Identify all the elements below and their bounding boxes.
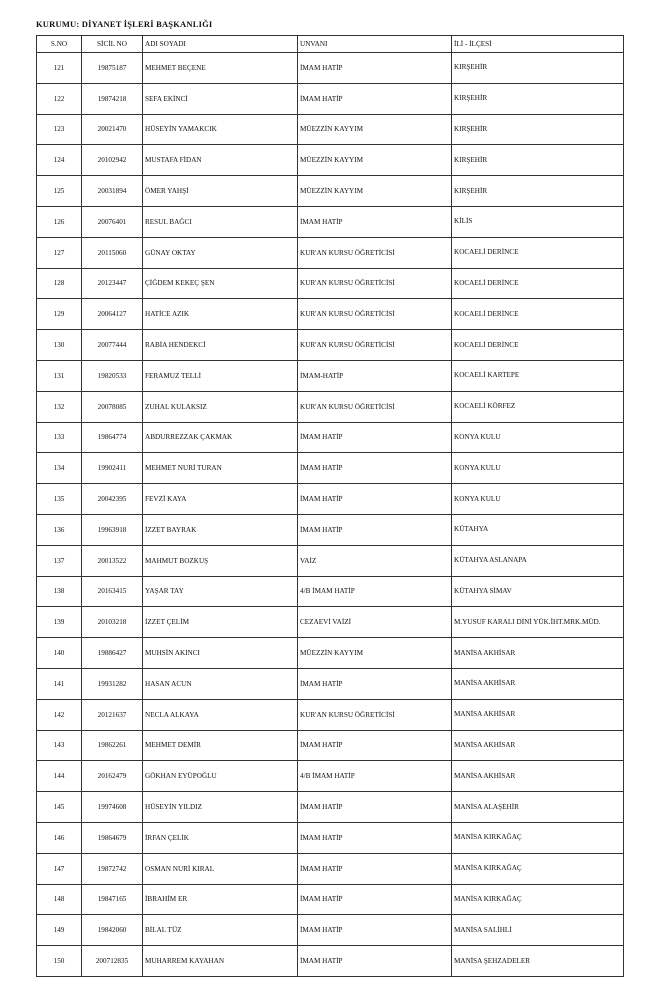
row-sicil-no: 19847165 bbox=[82, 884, 143, 915]
row-sicil-no: 20064127 bbox=[82, 299, 143, 330]
row-sno: 129 bbox=[37, 299, 82, 330]
row-sicil-no: 20121637 bbox=[82, 699, 143, 730]
row-location: MANİSA AKHİSAR bbox=[452, 699, 624, 730]
row-sicil-no: 20115060 bbox=[82, 237, 143, 268]
row-sicil-no: 19842060 bbox=[82, 915, 143, 946]
row-title: İMAM HATİP bbox=[298, 484, 452, 515]
row-name: FEVZİ KAYA bbox=[143, 484, 298, 515]
row-sno: 140 bbox=[37, 638, 82, 669]
row-sicil-no: 20021470 bbox=[82, 114, 143, 145]
row-title: İMAM-HATİP bbox=[298, 360, 452, 391]
row-name: İZZET ÇELİM bbox=[143, 607, 298, 638]
table-row bbox=[37, 299, 624, 330]
row-name: ZUHAL KULAKSIZ bbox=[143, 391, 298, 422]
table-row bbox=[37, 792, 624, 823]
table-row bbox=[37, 114, 624, 145]
row-sicil-no: 19862261 bbox=[82, 730, 143, 761]
row-sicil-no: 19820533 bbox=[82, 360, 143, 391]
row-location: KÜTAHYA ASLANAPA bbox=[452, 545, 624, 576]
row-location: KONYA KULU bbox=[452, 453, 624, 484]
table-row bbox=[37, 730, 624, 761]
row-sno: 122 bbox=[37, 83, 82, 114]
column-header-sno: S.NO bbox=[37, 36, 82, 53]
row-title: MÜEZZİN KAYYIM bbox=[298, 114, 452, 145]
row-location: KIRŞEHİR bbox=[452, 176, 624, 207]
row-title: İMAM HATİP bbox=[298, 53, 452, 84]
row-location: MANİSA AKHİSAR bbox=[452, 761, 624, 792]
row-name: ÇİĞDEM KEKEÇ ŞEN bbox=[143, 268, 298, 299]
table-row bbox=[37, 853, 624, 884]
row-sicil-no: 19974608 bbox=[82, 792, 143, 823]
row-sicil-no: 20042395 bbox=[82, 484, 143, 515]
row-title: İMAM HATİP bbox=[298, 884, 452, 915]
row-sno: 132 bbox=[37, 391, 82, 422]
row-name: RABİA HENDEKCİ bbox=[143, 330, 298, 361]
row-title: İMAM HATİP bbox=[298, 915, 452, 946]
row-location: KÜTAHYA SİMAV bbox=[452, 576, 624, 607]
row-sno: 142 bbox=[37, 699, 82, 730]
table-row bbox=[37, 145, 624, 176]
row-title: İMAM HATİP bbox=[298, 853, 452, 884]
row-location: KONYA KULU bbox=[452, 422, 624, 453]
row-title: İMAM HATİP bbox=[298, 453, 452, 484]
table-row bbox=[37, 514, 624, 545]
row-sicil-no: 200712835 bbox=[82, 946, 143, 977]
row-sicil-no: 19874218 bbox=[82, 83, 143, 114]
row-location: KOCAELİ DERİNCE bbox=[452, 237, 624, 268]
row-name: GÖKHAN EYÜPOĞLU bbox=[143, 761, 298, 792]
table-row bbox=[37, 761, 624, 792]
row-sicil-no: 20013522 bbox=[82, 545, 143, 576]
column-header-location: İLİ - İLÇESİ bbox=[452, 36, 624, 53]
row-sicil-no: 20102942 bbox=[82, 145, 143, 176]
row-location: KOCAELİ DERİNCE bbox=[452, 268, 624, 299]
row-sno: 138 bbox=[37, 576, 82, 607]
table-row bbox=[37, 422, 624, 453]
table-row bbox=[37, 360, 624, 391]
row-name: MEHMET NURİ TURAN bbox=[143, 453, 298, 484]
row-sicil-no: 20077444 bbox=[82, 330, 143, 361]
row-sno: 137 bbox=[37, 545, 82, 576]
row-sicil-no: 19931282 bbox=[82, 668, 143, 699]
row-sicil-no: 19864679 bbox=[82, 822, 143, 853]
row-location: MANİSA AKHİSAR bbox=[452, 638, 624, 669]
row-name: SEFA EKİNCİ bbox=[143, 83, 298, 114]
row-name: NECLA ALKAYA bbox=[143, 699, 298, 730]
row-title: KUR'AN KURSU ÖĞRETİCİSİ bbox=[298, 699, 452, 730]
row-sno: 141 bbox=[37, 668, 82, 699]
table-row bbox=[37, 576, 624, 607]
row-title: İMAM HATİP bbox=[298, 83, 452, 114]
table-row bbox=[37, 545, 624, 576]
row-location: KIRŞEHİR bbox=[452, 53, 624, 84]
row-location: KÜTAHYA bbox=[452, 514, 624, 545]
row-name: ABDURREZZAK ÇAKMAK bbox=[143, 422, 298, 453]
row-sno: 133 bbox=[37, 422, 82, 453]
table-row bbox=[37, 53, 624, 84]
row-sno: 130 bbox=[37, 330, 82, 361]
column-header-sicil: SİCİL NO bbox=[82, 36, 143, 53]
row-title: KUR'AN KURSU ÖĞRETİCİSİ bbox=[298, 268, 452, 299]
table-row bbox=[37, 268, 624, 299]
row-sno: 143 bbox=[37, 730, 82, 761]
row-title: MÜEZZİN KAYYIM bbox=[298, 176, 452, 207]
table-row bbox=[37, 484, 624, 515]
row-sno: 124 bbox=[37, 145, 82, 176]
row-title: İMAM HATİP bbox=[298, 514, 452, 545]
column-header-name: ADI SOYADI bbox=[143, 36, 298, 53]
row-title: VAİZ bbox=[298, 545, 452, 576]
table-body bbox=[37, 53, 624, 977]
table-row bbox=[37, 453, 624, 484]
row-name: HASAN ACUN bbox=[143, 668, 298, 699]
row-title: MÜEZZİN KAYYIM bbox=[298, 638, 452, 669]
row-title: KUR'AN KURSU ÖĞRETİCİSİ bbox=[298, 330, 452, 361]
row-title: İMAM HATİP bbox=[298, 668, 452, 699]
row-sno: 149 bbox=[37, 915, 82, 946]
table-row bbox=[37, 330, 624, 361]
row-title: 4/B İMAM HATİP bbox=[298, 576, 452, 607]
row-name: RESUL BAĞCI bbox=[143, 206, 298, 237]
row-title: İMAM HATİP bbox=[298, 730, 452, 761]
row-name: HÜSEYİN YILDIZ bbox=[143, 792, 298, 823]
row-name: İZZET BAYRAK bbox=[143, 514, 298, 545]
row-name: MUHARREM KAYAHAN bbox=[143, 946, 298, 977]
row-location: MANİSA KIRKAĞAÇ bbox=[452, 853, 624, 884]
row-sicil-no: 19902411 bbox=[82, 453, 143, 484]
row-sno: 147 bbox=[37, 853, 82, 884]
row-sno: 135 bbox=[37, 484, 82, 515]
table-row bbox=[37, 699, 624, 730]
row-title: KUR'AN KURSU ÖĞRETİCİSİ bbox=[298, 237, 452, 268]
row-sno: 134 bbox=[37, 453, 82, 484]
table-row bbox=[37, 176, 624, 207]
row-name: MEHMET DEMİR bbox=[143, 730, 298, 761]
row-sno: 144 bbox=[37, 761, 82, 792]
row-name: MEHMET BEÇENE bbox=[143, 53, 298, 84]
row-sicil-no: 19875187 bbox=[82, 53, 143, 84]
table-row bbox=[37, 391, 624, 422]
table-row bbox=[37, 915, 624, 946]
row-sno: 126 bbox=[37, 206, 82, 237]
row-sicil-no: 20078085 bbox=[82, 391, 143, 422]
row-name: İRFAN ÇELİK bbox=[143, 822, 298, 853]
row-name: MAHMUT BOZKUŞ bbox=[143, 545, 298, 576]
row-location: KONYA KULU bbox=[452, 484, 624, 515]
row-location: KIRŞEHİR bbox=[452, 145, 624, 176]
row-location: KOCAELİ DERİNCE bbox=[452, 330, 624, 361]
row-title: İMAM HATİP bbox=[298, 946, 452, 977]
row-title: 4/B İMAM HATİP bbox=[298, 761, 452, 792]
row-sicil-no: 20076401 bbox=[82, 206, 143, 237]
row-location: KİLİS bbox=[452, 206, 624, 237]
row-sicil-no: 19864774 bbox=[82, 422, 143, 453]
row-sicil-no: 19963918 bbox=[82, 514, 143, 545]
row-location: MANİSA SALİHLİ bbox=[452, 915, 624, 946]
row-location: KIRŞEHİR bbox=[452, 83, 624, 114]
row-sicil-no: 19886427 bbox=[82, 638, 143, 669]
personnel-table bbox=[36, 35, 624, 977]
row-title: KUR'AN KURSU ÖĞRETİCİSİ bbox=[298, 391, 452, 422]
table-row bbox=[37, 822, 624, 853]
row-sno: 125 bbox=[37, 176, 82, 207]
row-title: İMAM HATİP bbox=[298, 206, 452, 237]
row-sicil-no: 20163415 bbox=[82, 576, 143, 607]
row-sicil-no: 20103218 bbox=[82, 607, 143, 638]
row-sno: 146 bbox=[37, 822, 82, 853]
row-location: KIRŞEHİR bbox=[452, 114, 624, 145]
table-header-row bbox=[37, 36, 624, 53]
row-name: HÜSEYİN YAMAKCIK bbox=[143, 114, 298, 145]
row-location: KOCAELİ KARTEPE bbox=[452, 360, 624, 391]
column-header-title: UNVANI bbox=[298, 36, 452, 53]
row-location: MANİSA ŞEHZADELER bbox=[452, 946, 624, 977]
row-location: MANİSA AKHİSAR bbox=[452, 730, 624, 761]
row-sno: 139 bbox=[37, 607, 82, 638]
row-location: MANİSA KIRKAĞAÇ bbox=[452, 822, 624, 853]
row-name: HATİCE AZIK bbox=[143, 299, 298, 330]
row-name: MUHSİN AKINCI bbox=[143, 638, 298, 669]
row-title: CEZAEVİ VAİZİ bbox=[298, 607, 452, 638]
row-title: KUR'AN KURSU ÖĞRETİCİSİ bbox=[298, 299, 452, 330]
row-name: YAŞAR TAY bbox=[143, 576, 298, 607]
organization-title: KURUMU: DİYANET İŞLERİ BAŞKANLIĞI bbox=[36, 19, 213, 29]
row-location: MANİSA KIRKAĞAÇ bbox=[452, 884, 624, 915]
row-sicil-no: 19872742 bbox=[82, 853, 143, 884]
row-sno: 127 bbox=[37, 237, 82, 268]
row-name: OSMAN NURİ KIRAL bbox=[143, 853, 298, 884]
row-sno: 121 bbox=[37, 53, 82, 84]
row-title: İMAM HATİP bbox=[298, 422, 452, 453]
row-location: M.YUSUF KARALI DİNİ YÜK.İHT.MRK.MÜD. bbox=[452, 607, 624, 638]
row-title: İMAM HATİP bbox=[298, 792, 452, 823]
row-location: MANİSA AKHİSAR bbox=[452, 668, 624, 699]
row-sno: 128 bbox=[37, 268, 82, 299]
row-sno: 148 bbox=[37, 884, 82, 915]
row-title: MÜEZZİN KAYYIM bbox=[298, 145, 452, 176]
row-sno: 150 bbox=[37, 946, 82, 977]
row-name: BİLAL TÜZ bbox=[143, 915, 298, 946]
row-sno: 136 bbox=[37, 514, 82, 545]
row-sicil-no: 20162479 bbox=[82, 761, 143, 792]
table-row bbox=[37, 638, 624, 669]
row-title: İMAM HATİP bbox=[298, 822, 452, 853]
row-location: MANİSA ALAŞEHİR bbox=[452, 792, 624, 823]
row-location: KOCAELİ KÖRFEZ bbox=[452, 391, 624, 422]
row-sno: 145 bbox=[37, 792, 82, 823]
row-name: İBRAHİM ER bbox=[143, 884, 298, 915]
table-row bbox=[37, 206, 624, 237]
table-row bbox=[37, 946, 624, 977]
table-row bbox=[37, 607, 624, 638]
row-name: FERAMUZ TELLİ bbox=[143, 360, 298, 391]
table-row bbox=[37, 668, 624, 699]
row-sicil-no: 20123447 bbox=[82, 268, 143, 299]
row-sno: 131 bbox=[37, 360, 82, 391]
row-sno: 123 bbox=[37, 114, 82, 145]
table-row bbox=[37, 237, 624, 268]
table-row bbox=[37, 884, 624, 915]
row-location: KOCAELİ DERİNCE bbox=[452, 299, 624, 330]
row-name: ÖMER YAHŞİ bbox=[143, 176, 298, 207]
row-name: MUSTAFA FİDAN bbox=[143, 145, 298, 176]
row-name: GÜNAY OKTAY bbox=[143, 237, 298, 268]
table-row bbox=[37, 83, 624, 114]
row-sicil-no: 20031894 bbox=[82, 176, 143, 207]
